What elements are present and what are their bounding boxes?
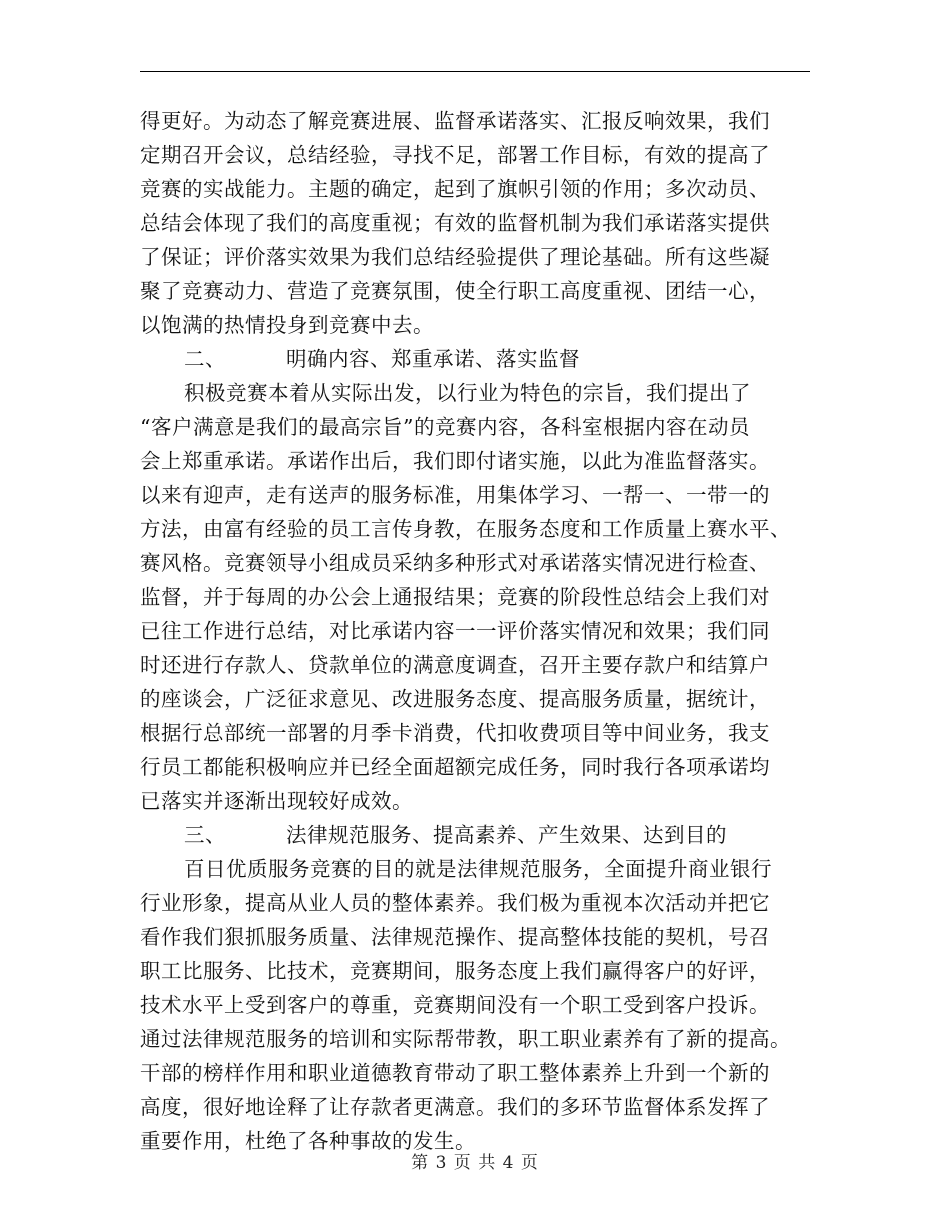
section-number: 二、 bbox=[184, 347, 226, 371]
header-rule bbox=[140, 71, 810, 72]
text-line: 定期召开会议，总结经验，寻找不足，部署工作目标，有效的提高了 bbox=[140, 143, 770, 167]
text-line: 监督，并于每周的办公会上通报结果；竞赛的阶段性总结会上我们对 bbox=[140, 585, 770, 609]
text-line: 了保证；评价落实效果为我们总结经验提供了理论基础。所有这些凝 bbox=[140, 245, 770, 269]
text-line: 得更好。为动态了解竞赛进展、监督承诺落实、汇报反响效果，我们 bbox=[140, 109, 770, 133]
text-line: 的座谈会，广泛征求意见、改进服务态度、提高服务质量，据统计， bbox=[140, 687, 770, 711]
text-line: 重要作用，杜绝了各种事故的发生。 bbox=[140, 1129, 476, 1153]
text-line: 干部的榜样作用和职业道德教育带动了职工整体素养上升到一个新的 bbox=[140, 1061, 770, 1085]
section-number: 三、 bbox=[184, 823, 226, 847]
text-line: 职工比服务、比技术，竞赛期间，服务态度上我们赢得客户的好评， bbox=[140, 959, 770, 983]
text-line: 会上郑重承诺。承诺作出后，我们即付诸实施，以此为准监督落实。 bbox=[140, 449, 770, 473]
text-line: 总结会体现了我们的高度重视；有效的监督机制为我们承诺落实提供 bbox=[140, 211, 770, 235]
text-line: 积极竞赛本着从实际出发，以行业为特色的宗旨，我们提出了 bbox=[184, 381, 751, 405]
text-line: 赛风格。竞赛领导小组成员采纳多种形式对承诺落实情况进行检查、 bbox=[140, 551, 770, 575]
section-heading bbox=[140, 818, 820, 852]
text-line: 聚了竞赛动力、营造了竞赛氛围，使全行职工高度重视、团结一心， bbox=[140, 279, 770, 303]
text-line: 竞赛的实战能力。主题的确定，起到了旗帜引领的作用；多次动员、 bbox=[140, 177, 770, 201]
paragraph bbox=[140, 104, 820, 342]
text-line: 以饱满的热情投身到竞赛中去。 bbox=[140, 313, 434, 337]
text-line: 已落实并逐渐出现较好成效。 bbox=[140, 789, 413, 813]
text-line: “客户满意是我们的最高宗旨”的竞赛内容，各科室根据内容在动员 bbox=[140, 415, 750, 439]
page-number: 第 3 页 共 4 页 bbox=[411, 1153, 539, 1173]
text-line: 技术水平上受到客户的尊重，竞赛期间没有一个职工受到客户投诉。 bbox=[140, 993, 770, 1017]
text-line: 已往工作进行总结，对比承诺内容一一评价落实情况和效果；我们同 bbox=[140, 619, 770, 643]
text-line: 高度，很好地诠释了让存款者更满意。我们的多环节监督体系发挥了 bbox=[140, 1095, 770, 1119]
text-line: 时还进行存款人、贷款单位的满意度调查，召开主要存款户和结算户 bbox=[140, 653, 770, 677]
text-line: 通过法律规范服务的培训和实际帮带教，职工职业素养有了新的提高。 bbox=[140, 1027, 791, 1051]
text-line: 行业形象，提高从业人员的整体素养。我们极为重视本次活动并把它 bbox=[140, 891, 770, 915]
text-line: 看作我们狠抓服务质量、法律规范操作、提高整体技能的契机，号召 bbox=[140, 925, 770, 949]
text-line: 行员工都能积极响应并已经全面超额完成任务，同时我行各项承诺均 bbox=[140, 755, 770, 779]
paragraph bbox=[140, 852, 820, 1158]
text-line: 方法，由富有经验的员工言传身教，在服务态度和工作质量上赛水平、 bbox=[140, 517, 791, 541]
section-heading bbox=[140, 342, 820, 376]
text-line: 根据行总部统一部署的月季卡消费，代扣收费项目等中间业务，我支 bbox=[140, 721, 770, 745]
section-title: 法律规范服务、提高素养、产生效果、达到目的 bbox=[286, 823, 727, 847]
text-line: 以来有迎声，走有送声的服务标准，用集体学习、一帮一、一带一的 bbox=[140, 483, 770, 507]
paragraph bbox=[140, 376, 820, 818]
section-title: 明确内容、郑重承诺、落实监督 bbox=[286, 347, 580, 371]
text-line: 百日优质服务竞赛的目的就是法律规范服务，全面提升商业银行 bbox=[184, 857, 772, 881]
document-body bbox=[140, 104, 820, 1158]
